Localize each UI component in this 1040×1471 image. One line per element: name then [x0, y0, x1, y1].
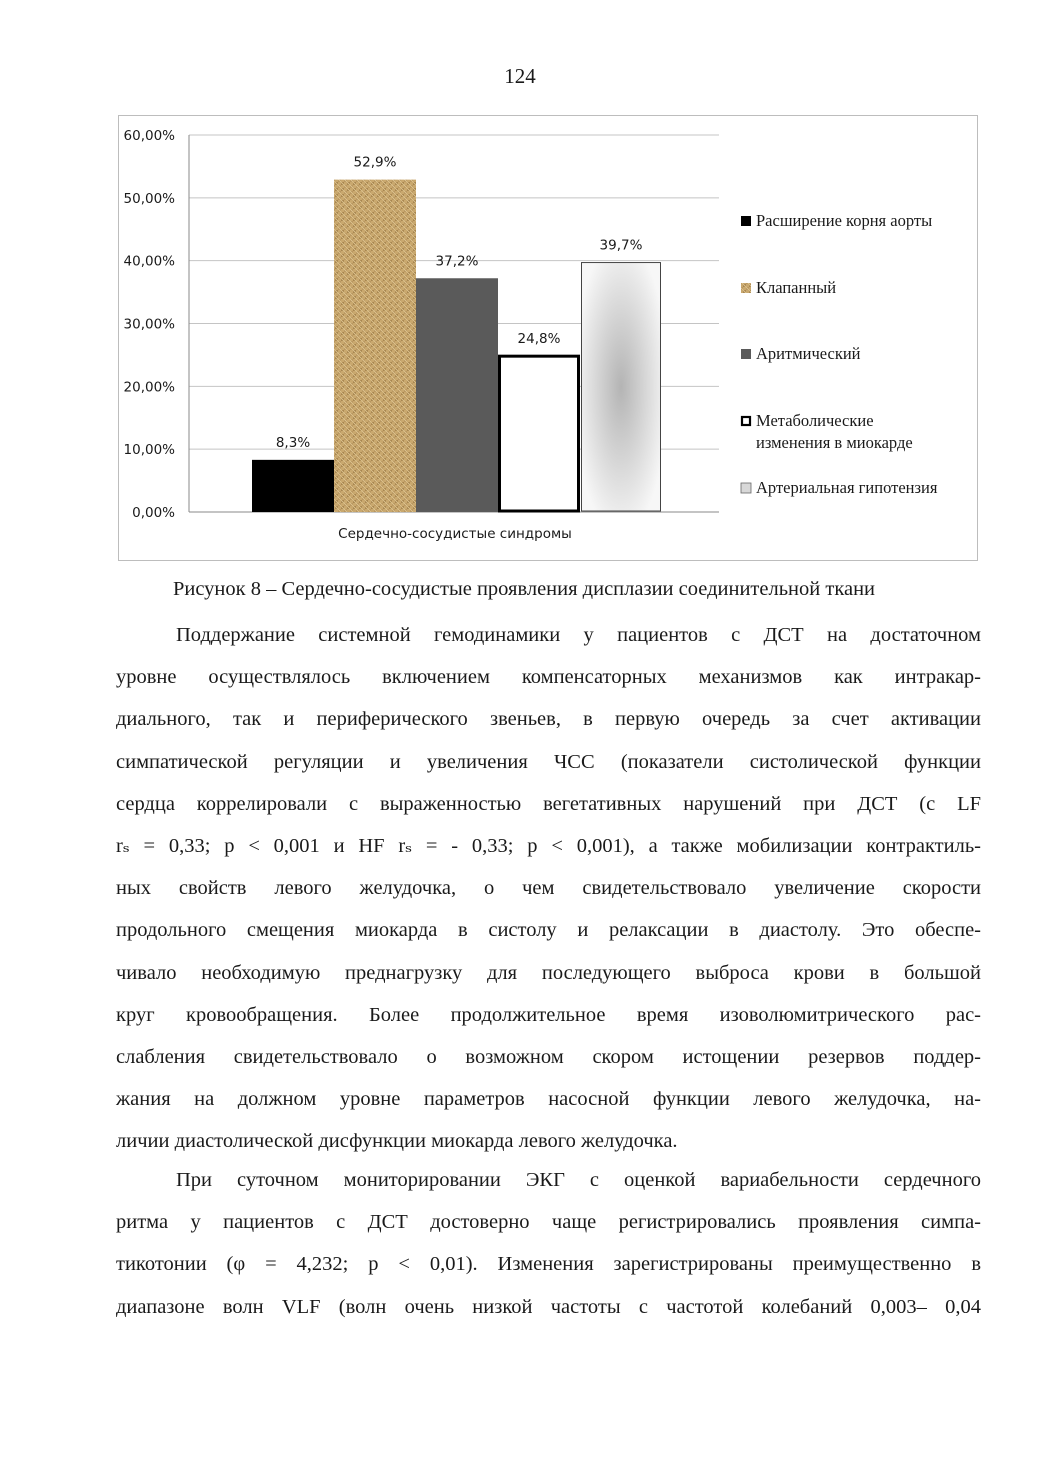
text-line: При суточном мониторировании ЭКГ с оценкой вариабельности сердечного: [176, 1169, 981, 1191]
figure-caption: Рисунок 8 – Сердечно-сосудистые проявления дисплазии соединительной ткани: [172, 578, 876, 600]
data-label: 39,7%: [599, 237, 643, 254]
text-line: личии диастолической дисфункции миокарда левого желудочка.: [116, 1130, 678, 1153]
text-line: уровне осуществлялось включением компенсаторных механизмов как интракар-: [116, 666, 981, 689]
legend-swatch: [741, 483, 751, 493]
text-line: продольного смещения миокарда в систолу и релаксации в диастолу. Это обеспе-: [116, 919, 981, 942]
y-tick-label: 20,00%: [123, 379, 175, 396]
y-tick-label: 50,00%: [123, 190, 175, 207]
text-line: симпатической регуляции и увеличения ЧСС (показатели систолической функции: [116, 750, 981, 773]
legend-swatch: [742, 417, 750, 425]
data-label: 8,3%: [275, 434, 311, 451]
paragraph-1: [116, 614, 981, 1162]
text-line: ритма у пациентов с ДСТ достоверно чаще регистрировались проявления симпа-: [116, 1211, 981, 1234]
text-line: rₛ = 0,33; р < 0,001 и HF rₛ = - 0,33; р < 0,001), а также мобилизации контрактиль-: [116, 834, 981, 857]
y-tick-label: 0,00%: [132, 505, 175, 521]
legend-swatch: [741, 349, 751, 359]
data-label: 24,8%: [517, 331, 561, 348]
text-line: сердца коррелировали с выраженностью вегетативных нарушений при ДСТ (с LF: [116, 792, 981, 815]
legend-label: Клапанный: [756, 278, 837, 297]
text-line: жания на должном уровне параметров насосной функции левого желудочка, на-: [116, 1088, 981, 1111]
y-tick-label: 10,00%: [123, 442, 175, 459]
legend-label: изменения в миокарде: [756, 433, 913, 452]
text-line: тикотонии (φ = 4,232; р < 0,01). Изменения зарегистрированы преимущественно в: [116, 1253, 981, 1276]
text-line: круг кровообращения. Более продолжительное время изоволюмитрического рас-: [116, 1003, 981, 1026]
data-label: 52,9%: [353, 154, 397, 171]
y-tick-label: 60,00%: [123, 128, 175, 144]
y-tick-label: 30,00%: [123, 316, 175, 333]
paragraph-2: [116, 1159, 981, 1328]
text-line: Поддержание системной гемодинамики у пациентов с ДСТ на достаточном: [176, 624, 981, 646]
bar-2: [334, 180, 416, 512]
y-tick-label: 40,00%: [123, 253, 175, 270]
text-line: слабления свидетельствовало о возможном скором истощении резервов поддер-: [116, 1045, 981, 1068]
legend-label: Артериальная гипотензия: [756, 478, 938, 497]
legend-label: Расширение корня аорты: [756, 211, 933, 230]
legend-label: Метаболические: [756, 411, 874, 430]
text-line: чивало необходимую преднагрузку для последующего выброса крови в большой: [116, 961, 981, 984]
x-axis-label: Сердечно-сосудистые синдромы: [338, 526, 572, 542]
bar-3: [416, 278, 498, 512]
data-label: 37,2%: [435, 253, 479, 270]
text-line: ных свойств левого желудочка, о чем свидетельствовало увеличение скорости: [116, 877, 981, 900]
text-line: диального, так и периферического звеньев, в первую очередь за счет активации: [116, 708, 981, 731]
bar-chart: [119, 116, 979, 562]
text-line: диапазоне волн VLF (волн очень низкой частоты с частотой колебаний 0,003– 0,04: [116, 1295, 981, 1318]
legend-label: Аритмический: [756, 344, 861, 363]
legend-swatch: [741, 216, 751, 226]
bar-5: [582, 263, 661, 511]
figure: [118, 115, 978, 561]
page-number: 124: [504, 64, 536, 88]
bar-1: [252, 460, 334, 512]
bar-4: [500, 356, 579, 511]
legend-swatch: [741, 283, 751, 293]
